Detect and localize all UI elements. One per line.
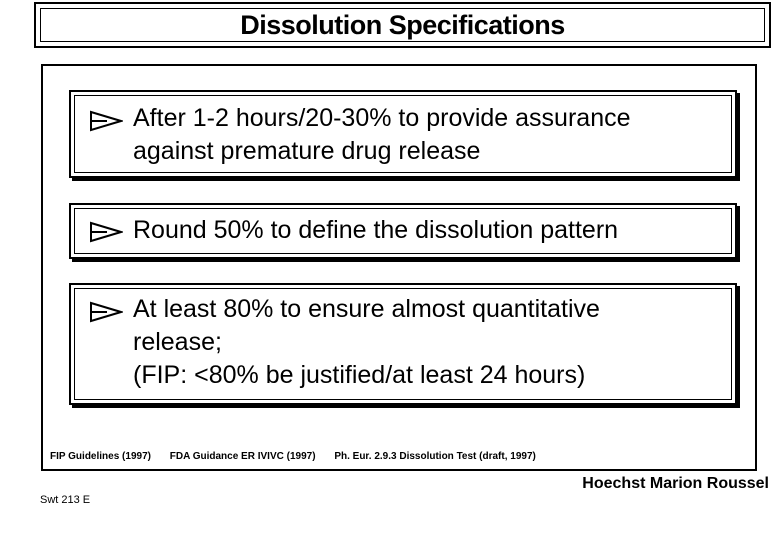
title-banner — [34, 2, 771, 48]
bullet-3-line-3: (FIP: <80% be justified/at least 24 hours) — [133, 361, 586, 389]
bullet-1-line-1: After 1-2 hours/20-30% to provide assurance — [133, 104, 631, 132]
bullet-1-line-2: against premature drug release — [133, 137, 481, 165]
bullet-3-line-1: At least 80% to ensure almost quantitative — [133, 295, 600, 323]
bullet-2-line-1: Round 50% to define the dissolution pattern — [133, 216, 619, 244]
references — [50, 451, 552, 462]
bullet-text-3 — [133, 293, 725, 392]
triangle-arrow-icon — [89, 221, 123, 243]
bullet-3-line-2: release; — [133, 328, 222, 356]
page-title: Dissolution Specifications — [240, 9, 565, 40]
bullet-box-2 — [69, 203, 737, 259]
bullet-text-1 — [133, 102, 725, 168]
bullet-box-3 — [69, 283, 737, 405]
slide-code: Swt 213 E — [40, 494, 91, 506]
triangle-arrow-icon — [89, 301, 123, 323]
bullet-text-2 — [133, 214, 725, 247]
reference-fda: FDA Guidance ER IVIVC (1997) — [169, 451, 316, 462]
company-name: Hoechst Marion Roussel — [582, 475, 769, 492]
triangle-arrow-icon — [89, 110, 123, 132]
reference-fip: FIP Guidelines (1997) — [50, 451, 151, 462]
bullet-box-1 — [69, 90, 737, 178]
reference-ph-eur: Ph. Eur. 2.9.3 Dissolution Test (draft, 1997) — [334, 451, 536, 462]
